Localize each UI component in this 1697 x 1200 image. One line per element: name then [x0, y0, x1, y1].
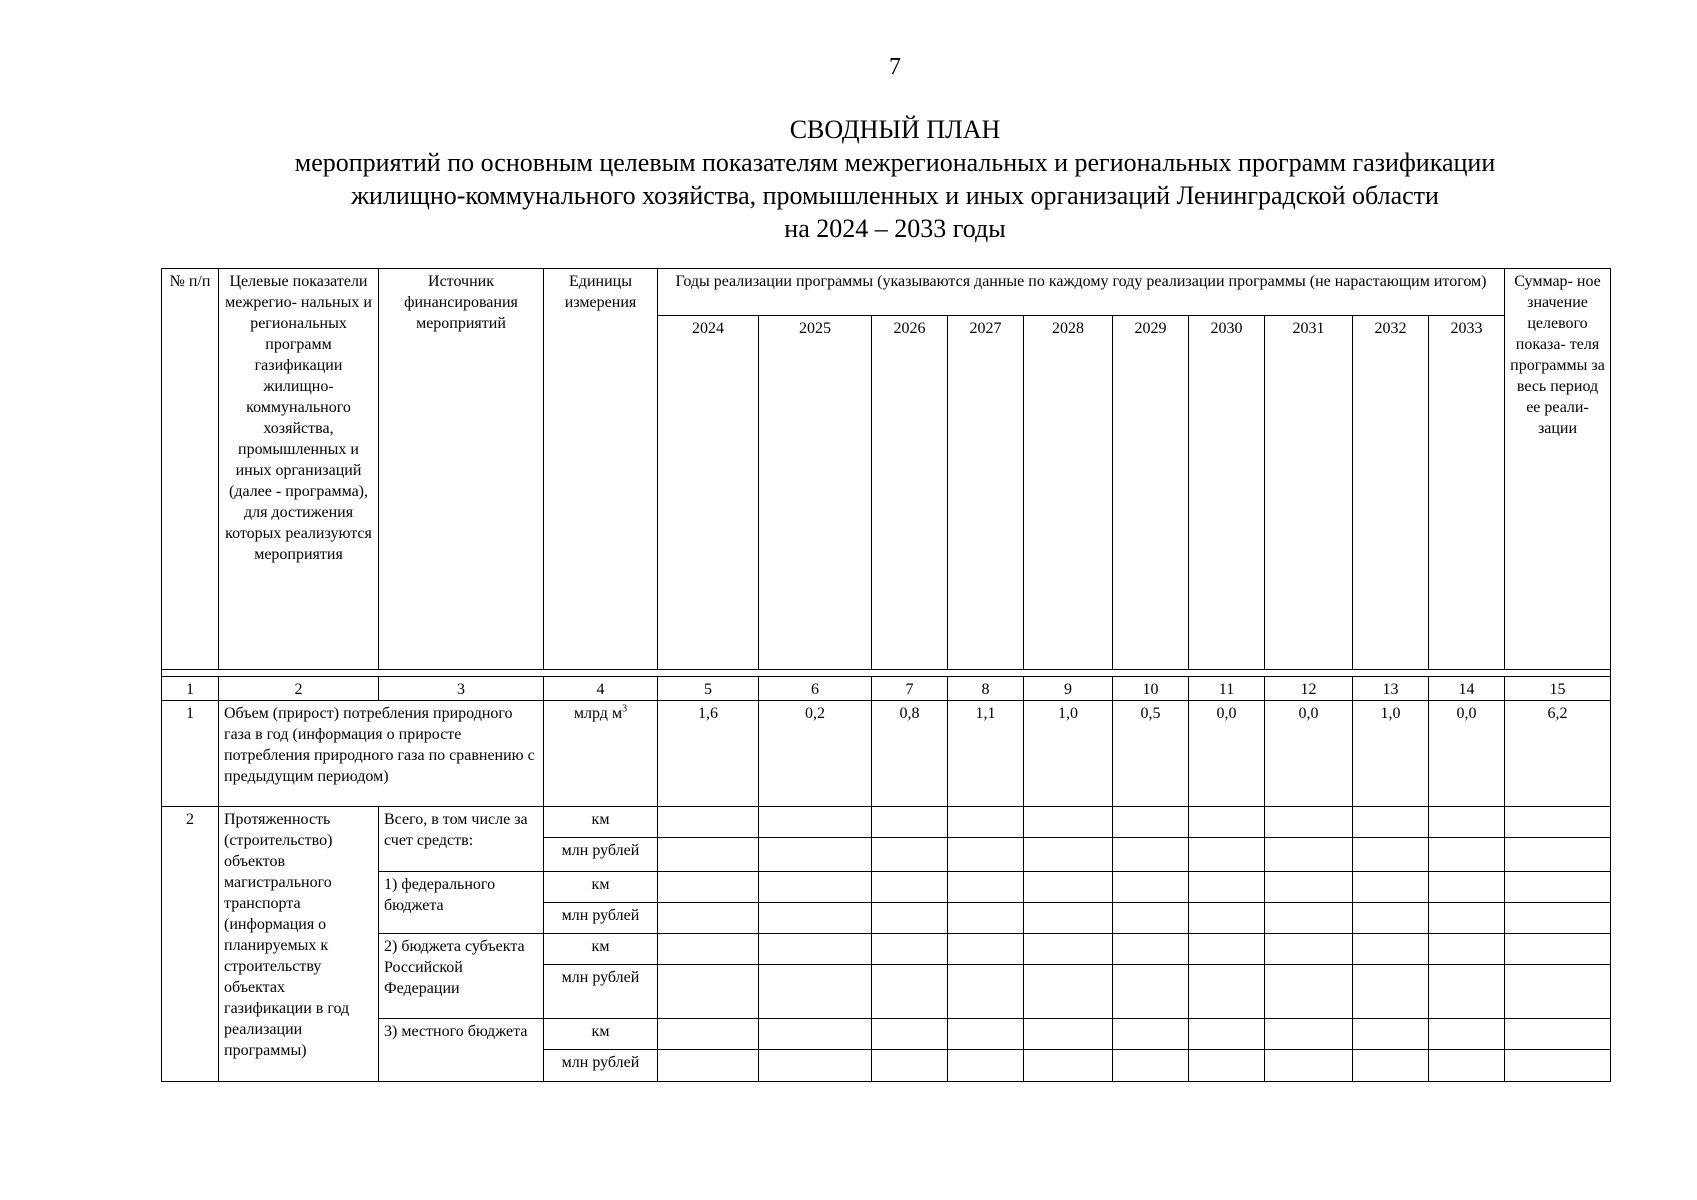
empty-cell — [1265, 1019, 1353, 1050]
empty-cell — [1024, 903, 1113, 934]
empty-cell — [759, 934, 872, 965]
empty-cell — [759, 838, 872, 872]
header-year: 2024 — [658, 316, 759, 670]
row-indicator: Объем (прирост) потребления природного газа в год (информация о приросте потребления природного газа по сравнению с предыдущим периодом) — [219, 701, 544, 807]
empty-cell — [948, 807, 1024, 838]
row-num: 2 — [162, 807, 219, 1082]
empty-cell — [658, 965, 759, 1019]
row-unit: км — [544, 1019, 658, 1050]
header-source: Источник финансирования мероприятий — [379, 269, 544, 670]
empty-cell — [1353, 965, 1429, 1019]
empty-cell — [948, 903, 1024, 934]
empty-cell — [658, 934, 759, 965]
empty-cell — [948, 872, 1024, 903]
table-row — [162, 934, 1611, 965]
row-value: 1,1 — [948, 701, 1024, 807]
empty-cell — [1353, 872, 1429, 903]
empty-cell — [1505, 1019, 1611, 1050]
empty-cell — [1189, 903, 1265, 934]
empty-cell — [658, 1050, 759, 1082]
empty-cell — [1505, 807, 1611, 838]
empty-cell — [1113, 1050, 1189, 1082]
empty-cell — [872, 965, 948, 1019]
empty-cell — [1113, 934, 1189, 965]
row-unit: млн рублей — [544, 838, 658, 872]
row-source: 2) бюджета субъекта Российской Федерации — [379, 934, 544, 1019]
page-number: 7 — [889, 54, 901, 80]
empty-cell — [1265, 1050, 1353, 1082]
empty-cell — [1353, 903, 1429, 934]
empty-cell — [1505, 903, 1611, 934]
row-unit: млн рублей — [544, 965, 658, 1019]
header-year: 2026 — [872, 316, 948, 670]
row-unit: км — [544, 872, 658, 903]
empty-cell — [1265, 838, 1353, 872]
column-number: 10 — [1113, 677, 1189, 701]
empty-cell — [1113, 838, 1189, 872]
empty-cell — [1429, 872, 1505, 903]
empty-cell — [759, 1019, 872, 1050]
column-number: 2 — [219, 677, 379, 701]
row-value: 0,8 — [872, 701, 948, 807]
empty-cell — [1505, 872, 1611, 903]
row-num: 1 — [162, 701, 219, 807]
empty-cell — [1353, 934, 1429, 965]
row-source: 1) федерального бюджета — [379, 872, 544, 934]
empty-cell — [1113, 965, 1189, 1019]
column-number: 6 — [759, 677, 872, 701]
empty-cell — [1429, 807, 1505, 838]
header-year: 2025 — [759, 316, 872, 670]
row-value: 0,0 — [1265, 701, 1353, 807]
empty-cell — [759, 965, 872, 1019]
row-total: 6,2 — [1505, 701, 1611, 807]
empty-cell — [1024, 1050, 1113, 1082]
column-number: 14 — [1429, 677, 1505, 701]
column-number: 8 — [948, 677, 1024, 701]
row-value: 1,6 — [658, 701, 759, 807]
header-year: 2032 — [1353, 316, 1429, 670]
row-unit — [544, 701, 658, 807]
row-value: 0,5 — [1113, 701, 1189, 807]
table-row — [162, 872, 1611, 903]
empty-cell — [658, 838, 759, 872]
header-year: 2027 — [948, 316, 1024, 670]
empty-cell — [872, 1019, 948, 1050]
empty-cell — [1113, 807, 1189, 838]
row-unit: млн рублей — [544, 903, 658, 934]
row-unit: км — [544, 807, 658, 838]
plan-table — [161, 268, 1611, 1082]
empty-cell — [872, 934, 948, 965]
column-numbers-row — [162, 677, 1611, 701]
column-number: 5 — [658, 677, 759, 701]
empty-cell — [658, 1019, 759, 1050]
empty-cell — [1113, 903, 1189, 934]
empty-cell — [872, 903, 948, 934]
empty-cell — [658, 903, 759, 934]
document-title — [0, 113, 1697, 245]
empty-cell — [1189, 1019, 1265, 1050]
column-number: 1 — [162, 677, 219, 701]
empty-cell — [1024, 807, 1113, 838]
empty-cell — [658, 872, 759, 903]
column-number: 4 — [544, 677, 658, 701]
title-line-3: жилищно-коммунального хозяйства, промышленных и иных организаций Ленинградской области — [351, 181, 1439, 210]
empty-cell — [1265, 965, 1353, 1019]
table-row — [162, 1019, 1611, 1050]
empty-cell — [759, 903, 872, 934]
column-number: 7 — [872, 677, 948, 701]
title-line-1: СВОДНЫЙ ПЛАН — [789, 115, 1001, 144]
table-row — [162, 807, 1611, 838]
empty-cell — [1505, 965, 1611, 1019]
row-unit: км — [544, 934, 658, 965]
row-value: 0,0 — [1429, 701, 1505, 807]
empty-cell — [1113, 872, 1189, 903]
header-num: № п/п — [162, 269, 219, 670]
empty-cell — [948, 1050, 1024, 1082]
empty-cell — [1353, 1019, 1429, 1050]
empty-cell — [1429, 1019, 1505, 1050]
title-line-4: на 2024 – 2033 годы — [784, 214, 1006, 243]
empty-cell — [1353, 807, 1429, 838]
empty-cell — [1189, 872, 1265, 903]
empty-cell — [872, 807, 948, 838]
empty-cell — [658, 807, 759, 838]
column-number: 11 — [1189, 677, 1265, 701]
row-value: 1,0 — [1353, 701, 1429, 807]
column-number: 9 — [1024, 677, 1113, 701]
empty-cell — [872, 838, 948, 872]
empty-cell — [1189, 1050, 1265, 1082]
empty-cell — [1505, 838, 1611, 872]
empty-cell — [1505, 1050, 1611, 1082]
empty-cell — [1353, 838, 1429, 872]
header-indicators: Целевые показатели межрегио- нальных и региональных программ газификации жилищно- коммунального хозяйства, промышленных и иных организаций (далее - программа), для достижения которых реализуются мероприятия — [219, 269, 379, 670]
empty-cell — [1024, 1019, 1113, 1050]
empty-cell — [1265, 903, 1353, 934]
empty-cell — [1189, 807, 1265, 838]
empty-cell — [1024, 965, 1113, 1019]
empty-cell — [1024, 934, 1113, 965]
header-year: 2030 — [1189, 316, 1265, 670]
unit-text: млрд м — [573, 705, 623, 722]
column-number: 13 — [1353, 677, 1429, 701]
empty-cell — [1024, 838, 1113, 872]
empty-cell — [1113, 1019, 1189, 1050]
empty-cell — [759, 872, 872, 903]
empty-cell — [1505, 934, 1611, 965]
empty-cell — [948, 965, 1024, 1019]
empty-cell — [948, 838, 1024, 872]
empty-cell — [1189, 838, 1265, 872]
row-value: 1,0 — [1024, 701, 1113, 807]
empty-cell — [1265, 872, 1353, 903]
empty-cell — [1429, 903, 1505, 934]
header-years-group: Годы реализации программы (указываются данные по каждому году реализации программы (не нарастающим итогом) — [658, 269, 1505, 316]
header-year: 2029 — [1113, 316, 1189, 670]
empty-cell — [1429, 1050, 1505, 1082]
empty-cell — [1429, 838, 1505, 872]
empty-cell — [1429, 934, 1505, 965]
empty-cell — [1429, 965, 1505, 1019]
empty-cell — [872, 872, 948, 903]
empty-cell — [1189, 934, 1265, 965]
empty-cell — [948, 934, 1024, 965]
column-number: 3 — [379, 677, 544, 701]
row-value: 0,2 — [759, 701, 872, 807]
column-number: 15 — [1505, 677, 1611, 701]
header-year: 2028 — [1024, 316, 1113, 670]
header-year: 2031 — [1265, 316, 1353, 670]
row-value: 0,0 — [1189, 701, 1265, 807]
row-indicator: Протяженность (строительство) объектов магистрального транспорта (информация о планируемых к строительству объектах газификации в год реализации программы) — [219, 807, 379, 1082]
empty-cell — [1353, 1050, 1429, 1082]
empty-cell — [1024, 872, 1113, 903]
row-source: Всего, в том числе за счет средств: — [379, 807, 544, 872]
header-total: Суммар- ное значение целевого показа- теля программы за весь период ее реали- зации — [1505, 269, 1611, 670]
header-units: Единицы измерения — [544, 269, 658, 670]
row-unit: млн рублей — [544, 1050, 658, 1082]
empty-cell — [1189, 965, 1265, 1019]
table-row — [162, 701, 1611, 807]
empty-cell — [872, 1050, 948, 1082]
empty-cell — [1265, 807, 1353, 838]
empty-cell — [759, 1050, 872, 1082]
column-number: 12 — [1265, 677, 1353, 701]
header-year: 2033 — [1429, 316, 1505, 670]
empty-cell — [759, 807, 872, 838]
empty-cell — [948, 1019, 1024, 1050]
title-line-2: мероприятий по основным целевым показателям межрегиональных и региональных программ газификации — [294, 148, 1496, 177]
row-source: 3) местного бюджета — [379, 1019, 544, 1082]
unit-superscript: 3 — [622, 703, 628, 715]
empty-cell — [1265, 934, 1353, 965]
